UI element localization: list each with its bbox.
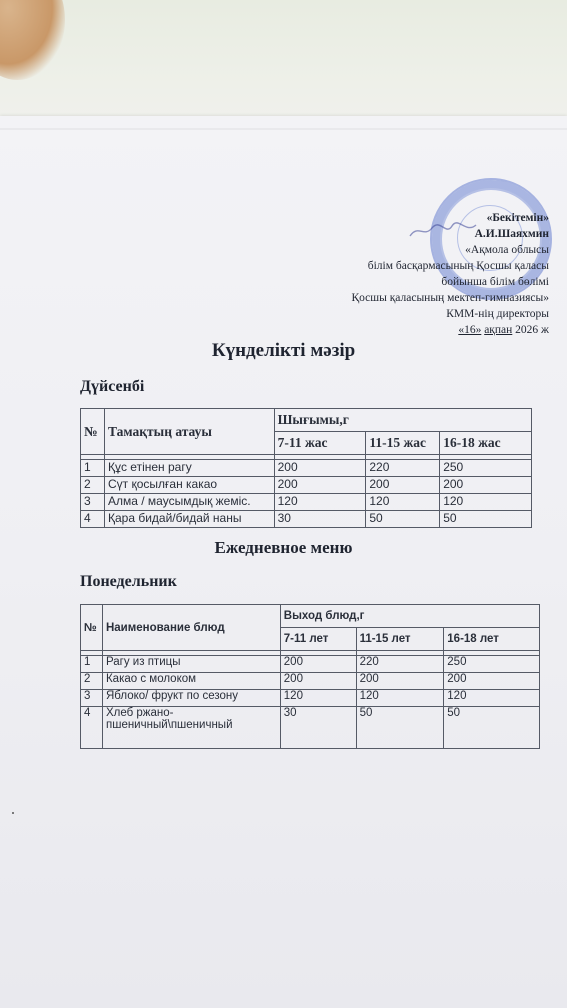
dish-name: Алма / маусымдық жеміс. [104, 494, 274, 511]
row-no: 4 [81, 707, 103, 749]
ru-day-label: Понедельник [80, 573, 177, 590]
dish-name: Құс етінен рагу [104, 460, 274, 477]
portion-value: 200 [280, 673, 356, 690]
portion-value: 200 [356, 673, 444, 690]
portion-value: 50 [444, 707, 540, 749]
dish-name: Хлеб ржано-пшеничный\пшеничный [102, 707, 280, 749]
portion-value: 220 [366, 460, 440, 477]
dish-name: Какао с молоком [102, 673, 280, 690]
dish-name: Рагу из птицы [102, 656, 280, 673]
ru-menu-table [80, 604, 540, 749]
kz-menu-title: Күнделікті мәзір [211, 340, 356, 361]
ru-col-name: Наименование блюд [102, 605, 280, 651]
ru-menu-title: Ежедневное меню [214, 538, 353, 557]
table-row [81, 511, 532, 528]
portion-value: 30 [274, 511, 366, 528]
portion-value: 120 [444, 690, 540, 707]
row-no: 4 [81, 511, 105, 528]
dish-name: Сүт қосылған какао [104, 477, 274, 494]
row-no: 2 [81, 673, 103, 690]
row-no: 2 [81, 477, 105, 494]
portion-value: 120 [366, 494, 440, 511]
portion-value: 220 [356, 656, 444, 673]
ru-col-output: Выход блюд,г [280, 605, 539, 628]
portion-value: 120 [280, 690, 356, 707]
table-row [81, 477, 532, 494]
row-no: 1 [81, 656, 103, 673]
table-row [81, 460, 532, 477]
row-no: 3 [81, 494, 105, 511]
approval-org-line: «Ақмола облысы [465, 244, 549, 256]
portion-value: 200 [366, 477, 440, 494]
table-row [81, 494, 532, 511]
portion-value: 250 [440, 460, 532, 477]
kz-col-no: № [81, 409, 105, 455]
ru-col-no: № [81, 605, 103, 651]
approval-heading: «Бекітемін» [486, 212, 549, 224]
kz-col-name: Тамақтың атауы [104, 409, 274, 455]
dish-name: Қара бидай/бидай наны [104, 511, 274, 528]
approval-signer: А.И.Шаяхмин [474, 228, 549, 240]
portion-value: 250 [444, 656, 540, 673]
approval-date: «16» ақпан 2026 ж [458, 324, 549, 336]
portion-value: 120 [356, 690, 444, 707]
table-row [81, 673, 540, 690]
kz-age-header: 11-15 жас [366, 432, 440, 455]
kz-menu-table [80, 408, 532, 528]
kz-age-header: 7-11 жас [274, 432, 366, 455]
kz-day-label: Дүйсенбі [80, 378, 145, 395]
dish-name: Яблоко/ фрукт по сезону [102, 690, 280, 707]
table-row [81, 656, 540, 673]
approval-position: КММ-нің директоры [446, 308, 549, 320]
table-row [81, 690, 540, 707]
portion-value: 200 [274, 460, 366, 477]
kz-age-header: 16-18 жас [440, 432, 532, 455]
kz-col-output: Шығымы,г [274, 409, 531, 432]
portion-value: 200 [274, 477, 366, 494]
ru-age-header: 7-11 лет [280, 628, 356, 651]
approval-org-line: бойынша білім бөлімі [441, 276, 549, 288]
portion-value: 200 [444, 673, 540, 690]
row-no: 3 [81, 690, 103, 707]
approval-block [249, 210, 549, 338]
row-no: 1 [81, 460, 105, 477]
portion-value: 120 [440, 494, 532, 511]
portion-value: 200 [280, 656, 356, 673]
approval-org-line: Қосшы қаласының мектеп-гимназиясы» [351, 292, 549, 304]
paper-speck [12, 812, 14, 814]
approval-org-line: білім басқармасының Қосшы қаласы [367, 260, 549, 272]
portion-value: 50 [356, 707, 444, 749]
ru-age-header: 11-15 лет [356, 628, 444, 651]
table-row [81, 707, 540, 749]
ru-age-header: 16-18 лет [444, 628, 540, 651]
portion-value: 120 [274, 494, 366, 511]
portion-value: 200 [440, 477, 532, 494]
portion-value: 50 [440, 511, 532, 528]
page-fold [0, 128, 567, 130]
portion-value: 50 [366, 511, 440, 528]
portion-value: 30 [280, 707, 356, 749]
